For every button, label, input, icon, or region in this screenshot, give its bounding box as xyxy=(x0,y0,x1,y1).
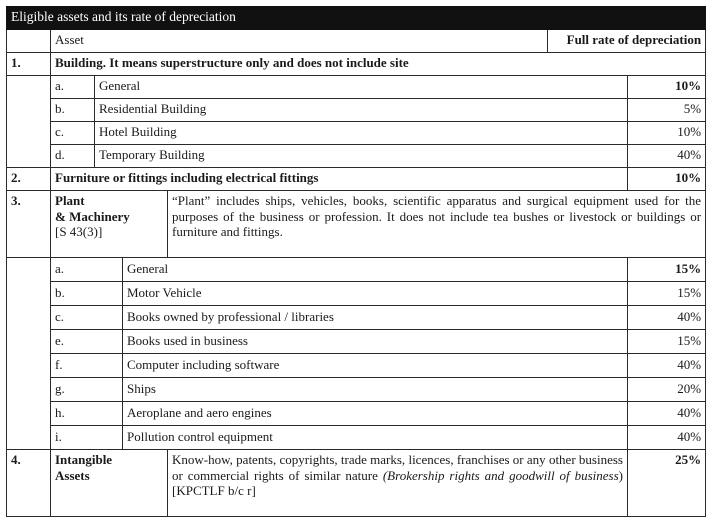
section-2-heading: Furniture or fittings including electrical fittings xyxy=(51,168,628,191)
section-2-row xyxy=(7,168,706,191)
section-4-desc-main: Know-how, patents, copyrights, trade marks, licences, franchises or any other business or commercial rights of similar nature xyxy=(172,452,623,483)
item-rate: 15% xyxy=(628,282,706,306)
section-4-description xyxy=(168,450,628,517)
table-row xyxy=(7,378,706,402)
table-row xyxy=(7,99,706,122)
item-letter: d. xyxy=(51,145,95,168)
section-4-name-line2: Assets xyxy=(55,467,90,483)
item-letter: g. xyxy=(51,378,123,402)
item-rate: 20% xyxy=(628,378,706,402)
item-rate: 15% xyxy=(628,330,706,354)
section-3-reference: [S 43(3)] xyxy=(55,224,103,239)
item-rate: 40% xyxy=(628,145,706,168)
item-name: Temporary Building xyxy=(95,145,628,168)
table-row xyxy=(7,282,706,306)
table-row xyxy=(7,426,706,450)
item-name: Pollution control equipment xyxy=(123,426,628,450)
item-rate: 40% xyxy=(628,306,706,330)
item-name: Motor Vehicle xyxy=(123,282,628,306)
section-4-name-line1: Intangible xyxy=(55,452,113,467)
section-4-desc-italic: (Brokership rights and goodwill of business xyxy=(382,467,619,483)
table-title: Eligible assets and its rate of depreciation xyxy=(7,7,706,30)
depreciation-table-wrapper xyxy=(6,6,705,517)
item-letter: a. xyxy=(51,258,123,282)
section-1-spacer xyxy=(7,76,51,168)
item-letter: f. xyxy=(51,354,123,378)
item-letter: c. xyxy=(51,122,95,145)
item-rate: 10% xyxy=(628,76,706,99)
item-name: Aeroplane and aero engines xyxy=(123,402,628,426)
section-3-spacer xyxy=(7,258,51,450)
item-letter: b. xyxy=(51,99,95,122)
item-name: Books used in business xyxy=(123,330,628,354)
depreciation-table xyxy=(6,6,706,517)
item-rate: 40% xyxy=(628,426,706,450)
item-rate: 40% xyxy=(628,402,706,426)
table-row xyxy=(7,306,706,330)
section-4-desc-end: ) [KPCTLF b/c r] xyxy=(172,467,624,498)
table-row xyxy=(7,402,706,426)
table-row xyxy=(7,258,706,282)
header-rate: Full rate of depreciation xyxy=(548,30,706,53)
section-4-rate: 25% xyxy=(628,450,706,517)
section-3-name-cell xyxy=(51,191,168,258)
item-rate: 40% xyxy=(628,354,706,378)
table-row xyxy=(7,122,706,145)
section-3-name-line2: & Machinery xyxy=(55,208,130,224)
section-1-heading: Building. It means superstructure only and does not include site xyxy=(51,53,706,76)
item-letter: e. xyxy=(51,330,123,354)
section-1-row xyxy=(7,53,706,76)
table-header-row xyxy=(7,30,706,53)
item-name: Books owned by professional / libraries xyxy=(123,306,628,330)
item-rate: 10% xyxy=(628,122,706,145)
table-title-row xyxy=(7,7,706,30)
table-row xyxy=(7,354,706,378)
item-letter: i. xyxy=(51,426,123,450)
section-4-row xyxy=(7,450,706,517)
item-name: Computer including software xyxy=(123,354,628,378)
item-rate: 15% xyxy=(628,258,706,282)
section-1-number: 1. xyxy=(7,53,51,76)
section-3-description: “Plant” includes ships, vehicles, books, scientific apparatus and surgical equipment used for the purposes of the business or profession. It does not include tea bushes or livestock or buildings or furniture and fittings. xyxy=(168,191,706,258)
table-row xyxy=(7,330,706,354)
item-name: Residential Building xyxy=(95,99,628,122)
item-name: Ships xyxy=(123,378,628,402)
section-3-name-line1: Plant xyxy=(55,193,85,208)
header-asset: Asset xyxy=(51,30,548,53)
item-letter: h. xyxy=(51,402,123,426)
item-letter: a. xyxy=(51,76,95,99)
section-2-rate: 10% xyxy=(628,168,706,191)
header-blank xyxy=(7,30,51,53)
table-row xyxy=(7,145,706,168)
section-2-number: 2. xyxy=(7,168,51,191)
item-name: General xyxy=(123,258,628,282)
item-letter: b. xyxy=(51,282,123,306)
item-name: Hotel Building xyxy=(95,122,628,145)
section-3-number: 3. xyxy=(7,191,51,258)
item-letter: c. xyxy=(51,306,123,330)
item-name: General xyxy=(95,76,628,99)
item-rate: 5% xyxy=(628,99,706,122)
section-3-row xyxy=(7,191,706,258)
section-4-name-cell xyxy=(51,450,168,517)
section-4-number: 4. xyxy=(7,450,51,517)
table-row xyxy=(7,76,706,99)
